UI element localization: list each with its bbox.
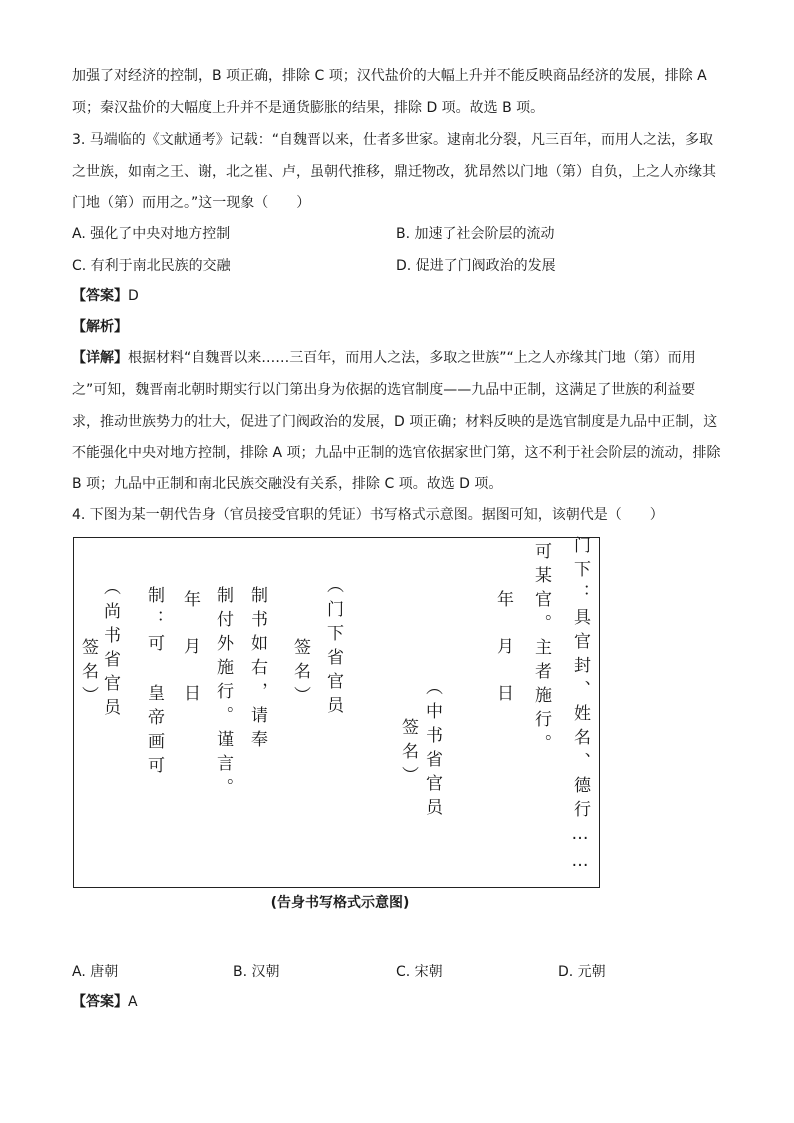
question-3-stem: 门地（第）而用之。”这一现象（ ）	[72, 195, 311, 211]
figure-column: （中书省官员	[422, 678, 442, 822]
q4-option-c: C. 宋朝	[396, 964, 443, 980]
q3-option-b: B. 加速了社会阶层的流动	[396, 226, 555, 242]
q3-option-d: D. 促进了门阀政治的发展	[396, 258, 556, 274]
figure-caption: (告身书写格式示意图)	[270, 895, 410, 911]
question-3-stem: 3. 马端临的《文献通考》记载：“自魏晋以来，仕者多世家。逮南北分裂，凡三百年，而用人之法，多取	[72, 132, 714, 148]
question-3-stem: 之世族，如南之王、谢，北之崔、卢，虽朝代推移，鼎迁物改，犹昂然以门地（第）自负，上之人亦缘其	[72, 164, 716, 180]
figure-column: 签名）	[78, 638, 98, 710]
figure-column: 签名）	[398, 718, 418, 790]
q3-answer	[72, 286, 139, 306]
figure-column: 可某官。主者施行。	[531, 542, 551, 758]
detail-text: 根据材料“自魏晋以来……三百年，而用人之法，多取之世族”“上之人亦缘其门地（第）而用	[128, 350, 696, 366]
figure-column: 皇帝画可	[144, 684, 164, 780]
q3-analysis-label: 【解析】	[72, 319, 128, 335]
text-line: 加强了对经济的控制，B 项正确，排除 C 项；汉代盐价的大幅上升并不能反映商品经济的发展，排除 A	[72, 68, 707, 84]
q4-option-d: D. 元朝	[558, 964, 606, 980]
text-line: 项；秦汉盐价的大幅度上升并不是通货膨胀的结果，排除 D 项。故选 B 项。	[72, 100, 545, 116]
q3-detail: 不能强化中央对地方控制，排除 A 项；九品中正制的选官依据家世门第，这不利于社会阶层的流动，排除	[72, 445, 721, 461]
detail-label: 【详解】	[72, 350, 128, 366]
gaoshen-format-figure	[73, 537, 600, 888]
q4-option-a: A. 唐朝	[72, 964, 119, 980]
figure-column: 年月日	[493, 590, 513, 731]
q3-detail: B 项；九品中正制和南北民族交融没有关系，排除 C 项。故选 D 项。	[72, 476, 503, 492]
answer-label: 【答案】	[72, 288, 128, 304]
answer-label: 【答案】	[72, 994, 128, 1010]
figure-column: （门下省官员	[323, 576, 343, 720]
q4-answer	[72, 992, 138, 1012]
figure-column: 制：可	[144, 586, 164, 658]
q3-detail	[72, 348, 696, 368]
answer-value: D	[128, 288, 139, 304]
q3-detail: 求，推动世族势力的壮大，促进了门阀政治的发展，D 项正确；材料反映的是选官制度是九品中正制，这	[72, 414, 718, 430]
q3-option-c: C. 有利于南北民族的交融	[72, 258, 231, 274]
q3-detail: 之”可知，魏晋南北朝时期实行以门第出身为依据的选官制度——九品中正制，这满足了世族的利益要	[72, 382, 696, 398]
question-4-stem: 4. 下图为某一朝代告身（官员接受官职的凭证）书写格式示意图。据图可知，该朝代是（ ）	[72, 507, 664, 523]
answer-value: A	[128, 994, 138, 1010]
figure-column: 年月日	[180, 590, 200, 731]
figure-column: 门下：具官封、姓名、德行……	[570, 536, 590, 878]
figure-column: （尚书省官员	[100, 578, 120, 722]
q4-option-b: B. 汉朝	[233, 964, 280, 980]
figure-column: 制付外施行。谨言。	[213, 586, 233, 802]
figure-column: 制书如右，请奉	[247, 586, 267, 754]
figure-column: 签名）	[290, 638, 310, 710]
q3-option-a: A. 强化了中央对地方控制	[72, 226, 231, 242]
